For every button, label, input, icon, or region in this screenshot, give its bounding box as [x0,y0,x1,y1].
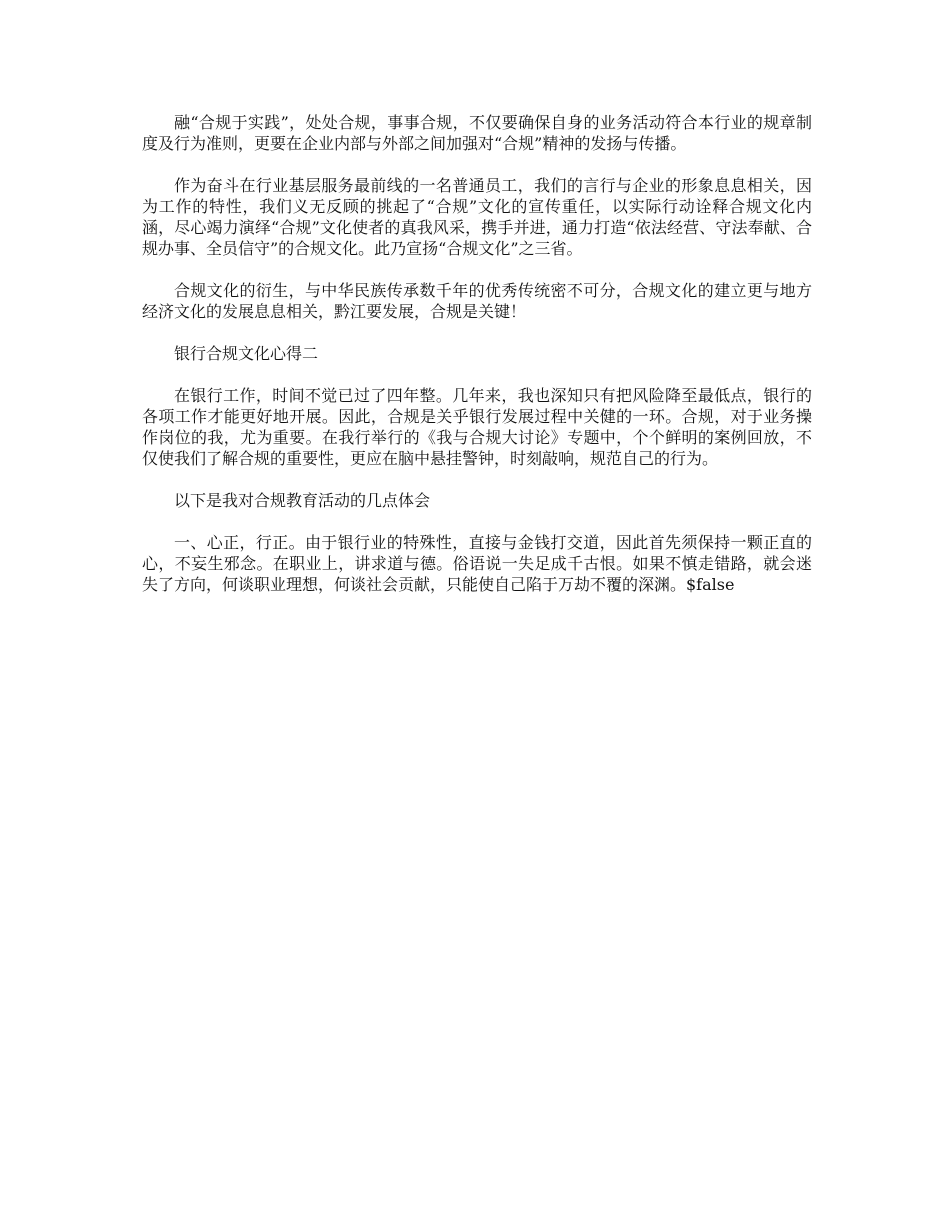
document-page [142,112,812,595]
paragraph-2: 作为奋斗在行业基层服务最前线的一名普通员工，我们的言行与企业的形象息息相关，因为工作的特性，我们义无反顾的挑起了“合规”文化的宣传重任，以实际行动诠释合规文化内涵，尽心竭力演绎“合规”文化使者的真我风采，携手并进，通力打造“依法经营、守法奉献、合规办事、全员信守”的合规文化。此乃宣扬“合规文化”之三省。 [142,176,812,258]
paragraph-5: 以下是我对合规教育活动的几点体会 [174,491,431,510]
paragraph-1: 融“合规于实践”，处处合规，事事合规，不仅要确保自身的业务活动符合本行业的规章制度及行为准则，更要在企业内部与外部之间加强对“合规”精神的发扬与传播。 [142,113,812,153]
section-heading: 银行合规文化心得二 [174,344,319,363]
paragraph-3: 合规文化的衍生，与中华民族传承数千年的优秀传统密不可分，合规文化的建立更与地方经济文化的发展息息相关，黔江要发展，合规是关键！ [142,281,812,321]
paragraph-6: 一、心正，行正。由于银行业的特殊性，直接与金钱打交道，因此首先须保持一颗正直的心，不妄生邪念。在职业上，讲求道与德。俗语说一失足成千古恨。如果不慎走错路，就会迷失了方向，何谈职业理想，何谈社会贡献，只能使自己陷于万劫不覆的深渊。$false [142,533,812,594]
paragraph-4: 在银行工作，时间不觉已过了四年整。几年来，我也深知只有把风险降至最低点，银行的各项工作才能更好地开展。因此，合规是关乎银行发展过程中关健的一环。合规，对于业务操作岗位的我，尤为重要。在我行举行的《我与合规大讨论》专题中，个个鲜明的案例回放，不仅使我们了解合规的重要性，更应在脑中悬挂警钟，时刻敲响，规范自己的行为。 [142,386,812,468]
